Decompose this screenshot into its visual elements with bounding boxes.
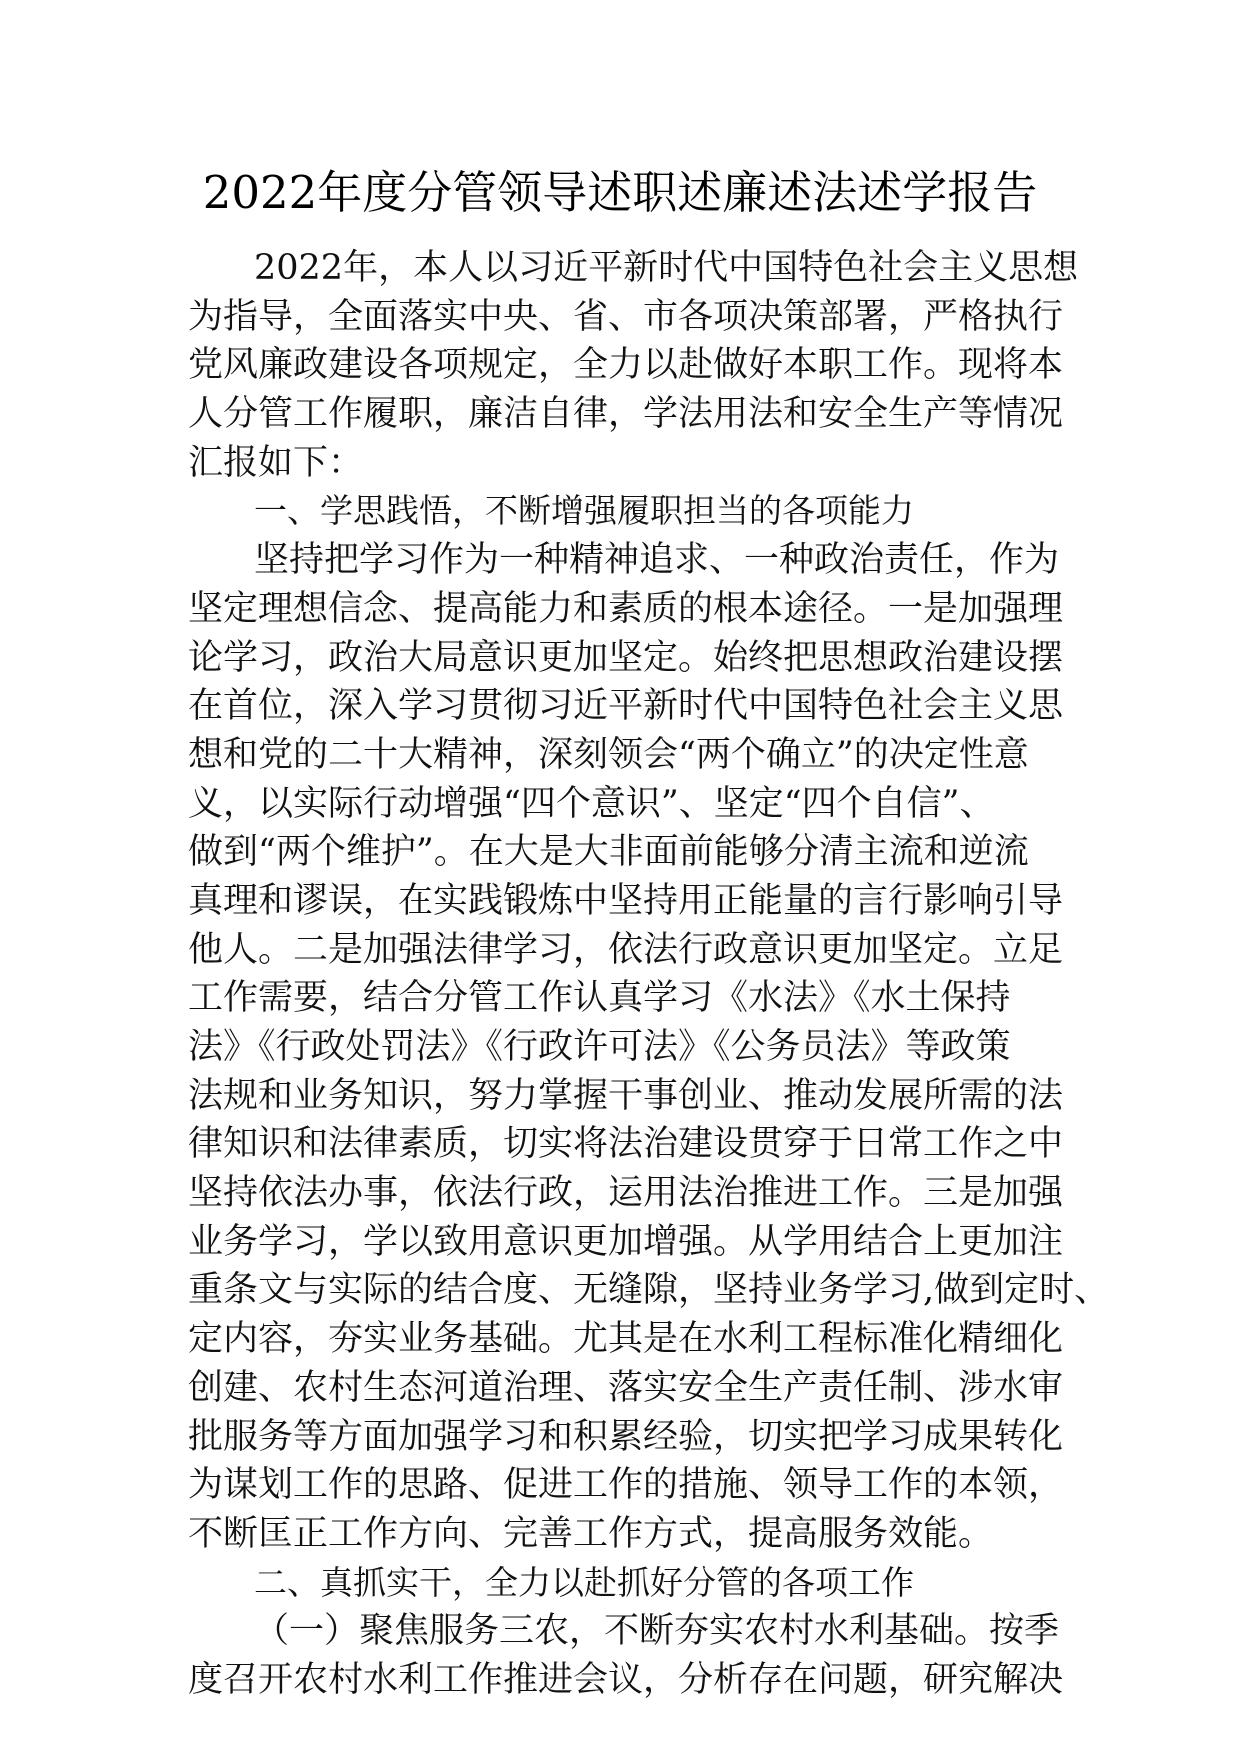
paragraph-line: 为指导，全面落实中央、省、市各项决策部署，严格执行 [188, 296, 1064, 337]
section-heading: 二、真抓实干，全力以赴抓好分管的各项工作 [254, 1562, 914, 1602]
paragraph-line: 2022年，本人以习近平新时代中国特色社会主义思想 [254, 248, 1079, 288]
paragraph-line: 汇报如下： [188, 442, 364, 483]
document-title: 2022年度分管领导述职述廉述法述学报告 [202, 166, 1038, 219]
paragraph-line: 重条文与实际的结合度、无缝隙，坚持业务学习,做到定时、 [188, 1270, 1110, 1311]
paragraph-line: 度召开农村水利工作推进会议，分析存在问题，研究解决 [188, 1659, 1064, 1700]
paragraph-line: 定内容，夯实业务基础。尤其是在水利工程标准化精细化 [188, 1319, 1064, 1360]
section-heading: 一、学思践悟，不断增强履职担当的各项能力 [254, 491, 914, 531]
paragraph-line: 在首位，深入学习贯彻习近平新时代中国特色社会主义思 [188, 686, 1064, 727]
paragraph-line: 工作需要，结合分管工作认真学习《水法》《水土保持 [188, 978, 1011, 1019]
paragraph-line: 想和党的二十大精神，深刻领会“两个确立”的决定性意 [188, 734, 1029, 775]
paragraph-line: 为谋划工作的思路、促进工作的措施、领导工作的本领， [188, 1465, 1064, 1506]
paragraph-line: 义，以实际行动增强“四个意识”、坚定“四个自信”、 [188, 783, 995, 824]
paragraph-line: 坚定理想信念、提高能力和素质的根本途径。一是加强理 [188, 588, 1064, 629]
paragraph-line: 坚持依法办事，依法行政，运用法治推进工作。三是加强 [188, 1173, 1064, 1214]
paragraph-line: 真理和谬误，在实践锻炼中坚持用正能量的言行影响引导 [188, 880, 1064, 921]
paragraph-line: 法》《行政处罚法》《行政许可法》《公务员法》等政策 [188, 1027, 1011, 1067]
paragraph-line: 论学习，政治大局意识更加坚定。始终把思想政治建设摆 [188, 637, 1064, 678]
paragraph-line: 批服务等方面加强学习和积累经验，切实把学习成果转化 [188, 1416, 1064, 1457]
paragraph-line: 业务学习，学以致用意识更加增强。从学用结合上更加注 [188, 1221, 1064, 1262]
paragraph-line: 做到“两个维护”。在大是大非面前能够分清主流和逆流 [188, 832, 1029, 873]
paragraph-line: （一）聚焦服务三农，不断夯实农村水利基础。按季 [254, 1611, 1060, 1652]
document-body [188, 244, 1110, 1705]
paragraph-line: 他人。二是加强法律学习，依法行政意识更加坚定。立足 [188, 929, 1064, 970]
paragraph-line: 创建、农村生态河道治理、落实安全生产责任制、涉水审 [188, 1367, 1064, 1408]
paragraph-line: 坚持把学习作为一种精神追求、一种政治责任，作为 [254, 540, 1060, 581]
paragraph-line: 法规和业务知识，努力掌握干事创业、推动发展所需的法 [188, 1075, 1064, 1116]
paragraph-line: 党风廉政建设各项规定，全力以赴做好本职工作。现将本 [188, 345, 1064, 386]
paragraph-line: 人分管工作履职，廉洁自律，学法用法和安全生产等情况 [188, 394, 1064, 435]
paragraph-line: 不断匡正工作方向、完善工作方式，提高服务效能。 [188, 1513, 994, 1554]
paragraph-line: 律知识和法律素质，切实将法治建设贯穿于日常工作之中 [188, 1124, 1064, 1165]
